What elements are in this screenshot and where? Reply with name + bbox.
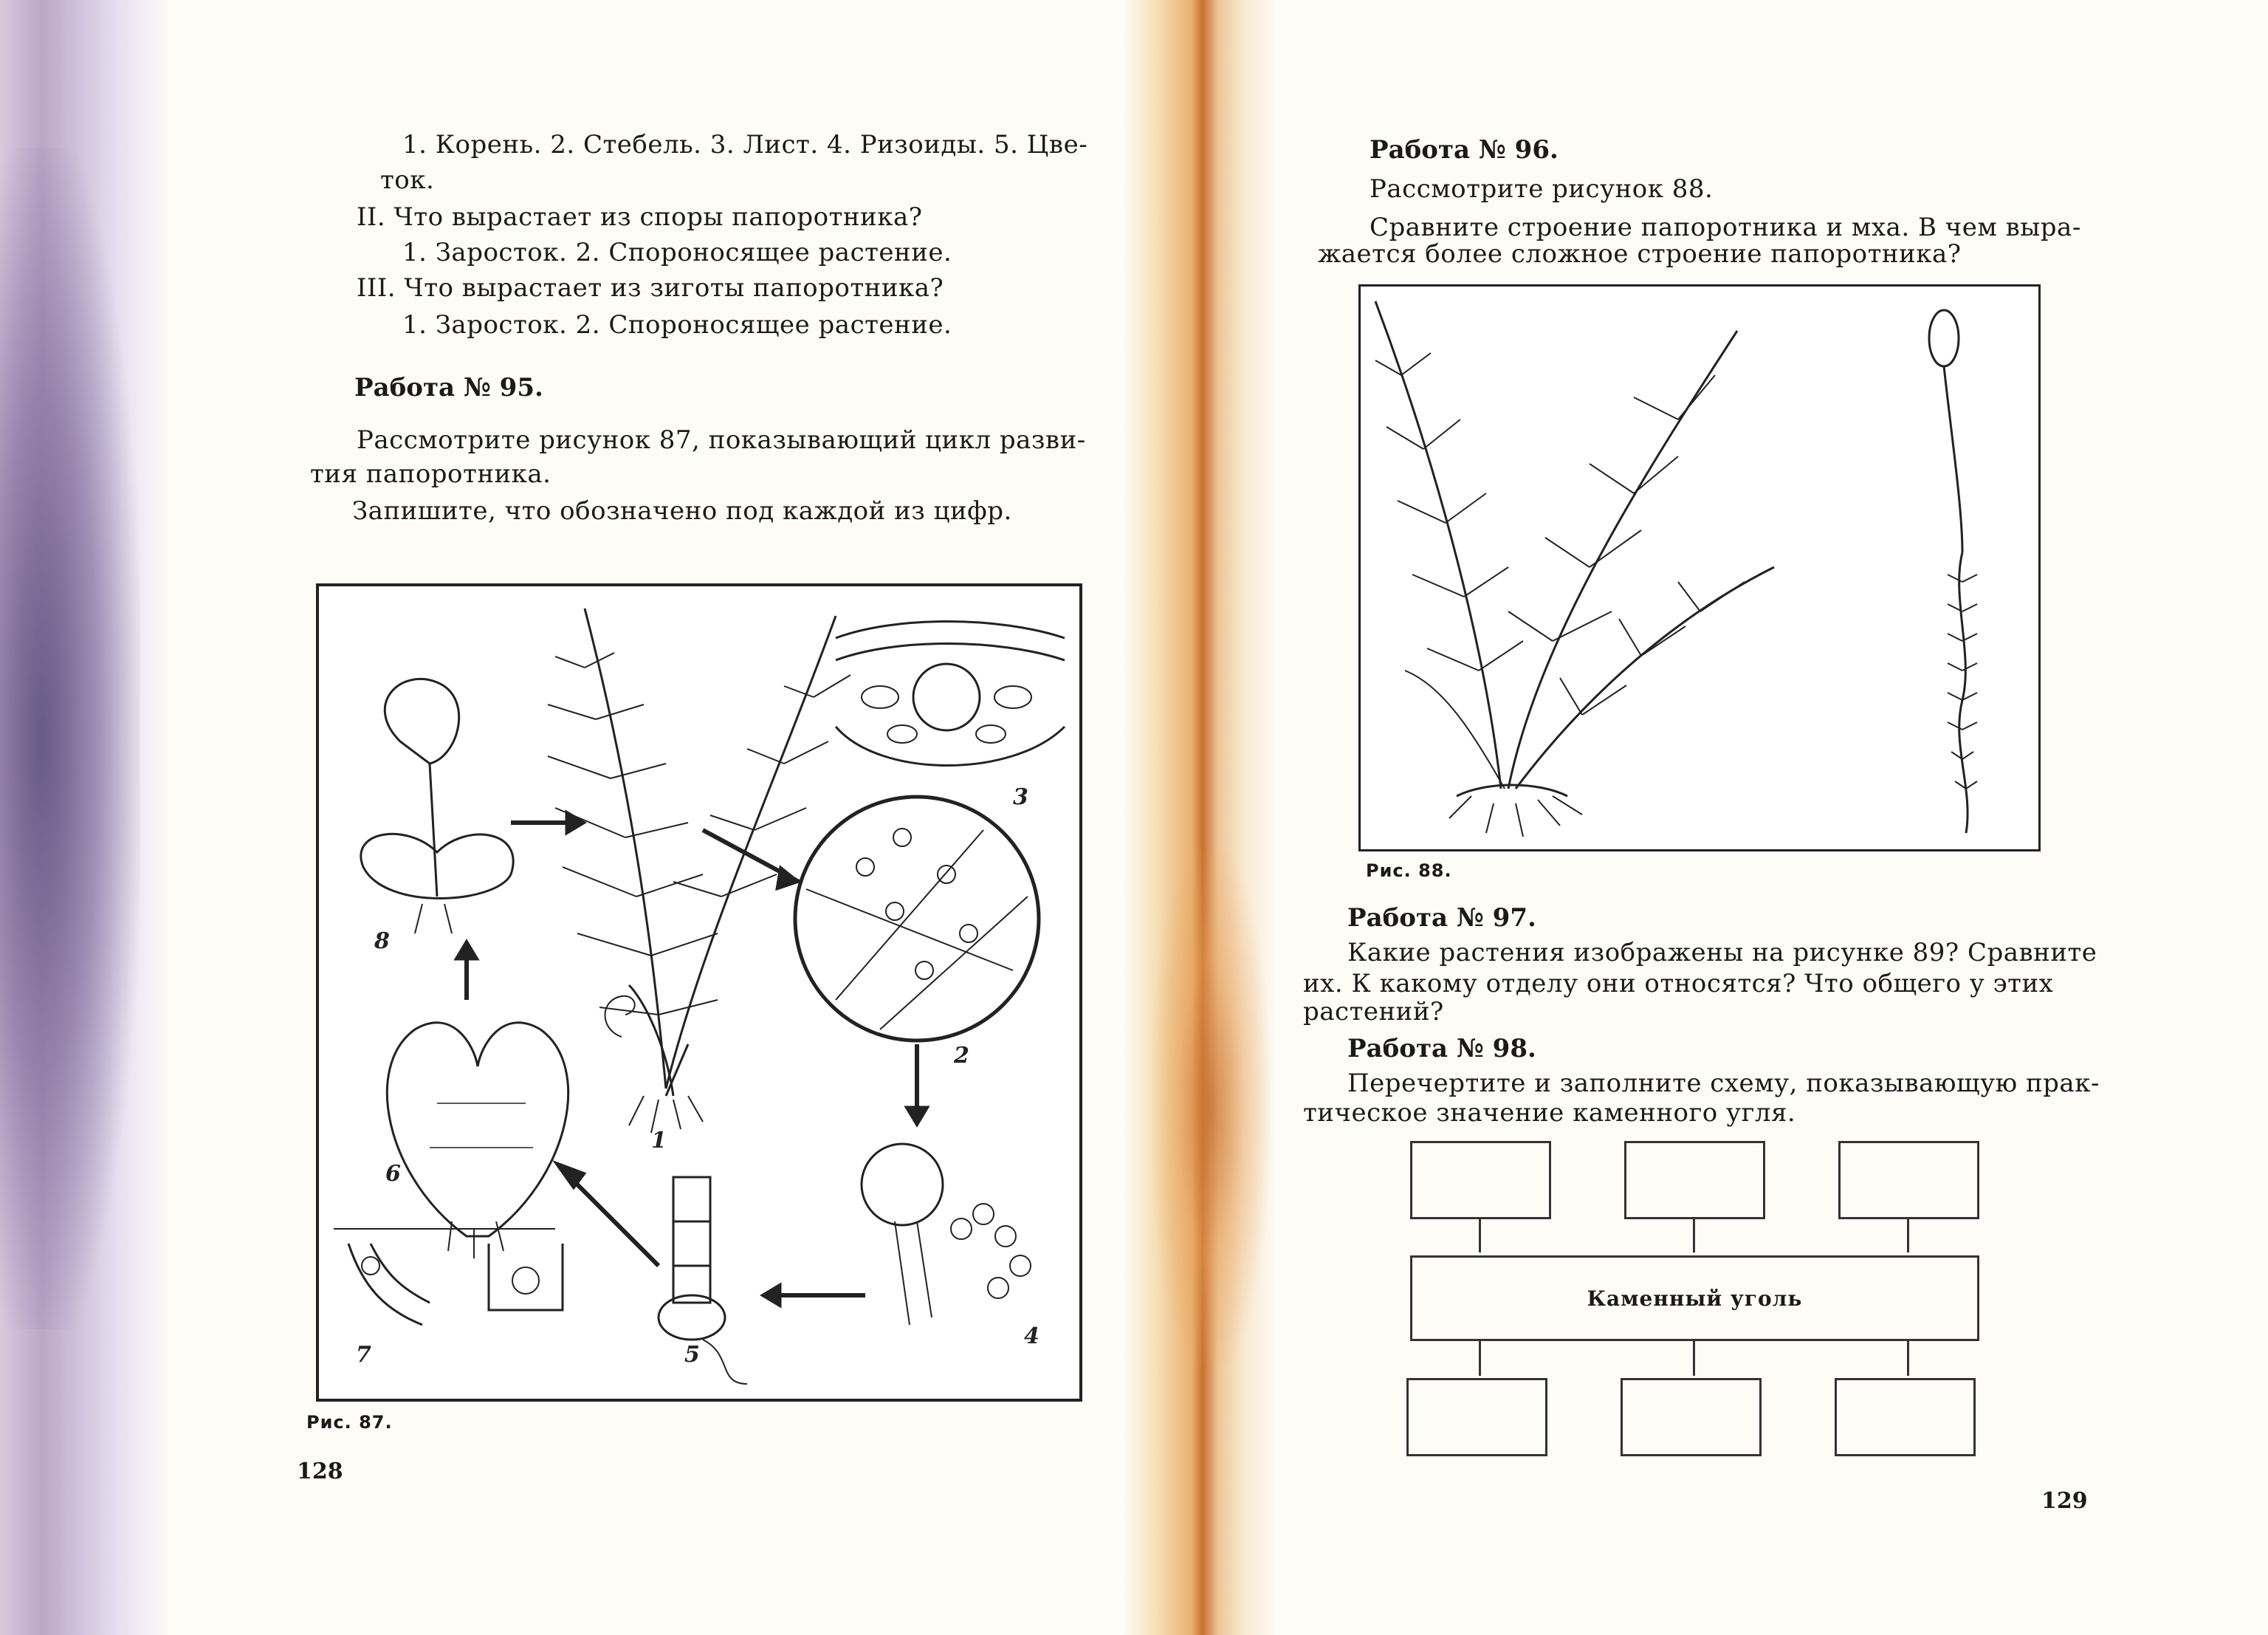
work-95-text: Рассмотрите рисунок 87, показывающий цикл разви- [357,425,1086,455]
scheme-connector [1479,1339,1481,1376]
figure-label: 8 [374,928,390,954]
work-97-text: Какие растения изображены на рисунке 89? Сравните [1347,938,2097,967]
figure-87-fern-lifecycle [316,583,1082,1402]
scheme-box-top-right [1838,1141,1979,1219]
scheme-connector [1907,1339,1909,1376]
scheme-connector [1907,1217,1909,1252]
work-97-text: их. К какому отделу они относятся? Что общего у этих [1303,969,2054,998]
work-96-text: жается более сложное строение папоротника? [1318,239,1962,269]
scheme-box-bottom-left [1406,1378,1547,1456]
fern-and-moss-illustration [1361,287,2038,849]
fern-lifecycle-illustration [319,586,1079,1399]
figure-label: 2 [954,1043,969,1069]
book-gutter [1122,0,1277,1635]
answer-line: 1. Корень. 2. Стебель. 3. Лист. 4. Ризоиды. 5. Цве- [402,130,1088,160]
work-95-text: Запишите, что обозначено под каждой из цифр. [352,496,1012,526]
question-line: III. Что вырастает из зиготы папоротника? [357,273,944,303]
work-98-heading: Работа № 98. [1347,1034,1536,1063]
work-96-text: Рассмотрите рисунок 88. [1370,174,1714,204]
figure-label: 4 [1024,1323,1040,1349]
figure-88-fern-and-moss [1358,284,2041,851]
answer-line: ток. [380,165,435,195]
answer-line: 1. Заросток. 2. Спороносящее растение. [402,238,952,267]
figure-label: 3 [1013,784,1028,810]
figure-label: 6 [385,1161,401,1187]
work-98-text: тическое значение каменного угля. [1303,1098,1796,1128]
work-96-text: Сравните строение папоротника и мха. В чем выра- [1370,213,2081,242]
scheme-box-bottom-right [1835,1378,1976,1456]
work-95-heading: Работа № 95. [354,373,543,402]
page-number: 128 [297,1459,343,1484]
page-number: 129 [2041,1488,2088,1514]
figure-label: 5 [684,1342,700,1368]
scheme-box-bottom-middle [1621,1378,1762,1456]
scheme-connector [1693,1217,1695,1252]
scheme-connector [1693,1339,1695,1376]
scheme-center-box: Каменный уголь [1410,1255,1979,1341]
question-line: II. Что вырастает из споры папоротника? [357,202,923,232]
book-gutter-stain [1152,849,1270,1366]
figure-88-caption: Рис. 88. [1366,860,1452,881]
work-97-text: растений? [1303,997,1444,1026]
page-stain-left-dark [0,148,140,1329]
work-95-text: тия папоротника. [310,459,551,489]
figure-label: 1 [651,1128,667,1154]
left-page [281,0,1130,1635]
work-98-text: Перечертите и заполните схему, показывающую прак- [1347,1069,2100,1098]
work-96-heading: Работа № 96. [1370,135,1559,165]
scheme-box-top-left [1410,1141,1551,1219]
scheme-box-top-middle [1624,1141,1765,1219]
work-97-heading: Работа № 97. [1347,903,1536,933]
scheme-connector [1479,1217,1481,1252]
right-page [1285,0,2134,1635]
answer-line: 1. Заросток. 2. Спороносящее растение. [402,310,952,340]
figure-label: 7 [356,1342,371,1368]
figure-87-caption: Рис. 87. [306,1412,393,1433]
